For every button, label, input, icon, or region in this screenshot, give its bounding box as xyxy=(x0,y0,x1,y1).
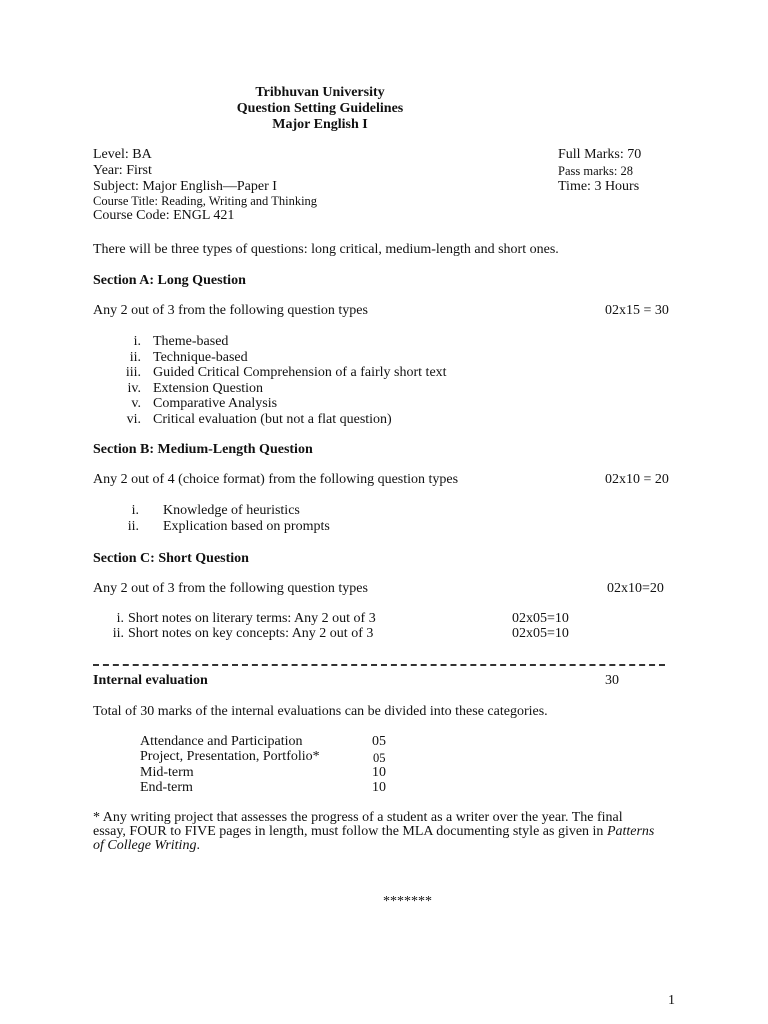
dashed-divider xyxy=(93,664,665,666)
category-marks: 10 xyxy=(372,780,386,795)
level-line: Level: BA xyxy=(93,147,152,162)
section-a-marks: 02x15 = 30 xyxy=(605,303,669,318)
list-item: iv. Extension Question xyxy=(127,381,264,396)
list-item-marks: 02x05=10 xyxy=(512,611,569,626)
list-item: i. Theme-based xyxy=(133,334,229,349)
list-item: v. Comparative Analysis xyxy=(131,396,278,411)
section-c-marks: 02x10=20 xyxy=(607,581,664,596)
category-label: End-term xyxy=(140,780,193,795)
section-b-instruction: Any 2 out of 4 (choice format) from the following question types xyxy=(93,472,459,487)
list-item: i. Short notes on literary terms: Any 2 out of 3 xyxy=(116,611,376,626)
university-title: Tribhuvan University xyxy=(255,85,385,100)
category-label: Project, Presentation, Portfolio* xyxy=(140,749,320,764)
section-a-instruction: Any 2 out of 3 from the following question types xyxy=(93,303,368,318)
internal-evaluation-title: Internal evaluation xyxy=(93,673,208,688)
page-number: 1 xyxy=(668,993,675,1008)
section-b-marks: 02x10 = 20 xyxy=(605,472,669,487)
internal-evaluation-description: Total of 30 marks of the internal evaluations can be divided into these categories. xyxy=(93,704,548,719)
end-mark: ******* xyxy=(383,894,432,909)
footnote-line-3: of College Writing. xyxy=(93,838,200,853)
list-item: iii. Guided Critical Comprehension of a fairly short text xyxy=(125,365,447,380)
list-item-marks: 02x05=10 xyxy=(512,626,569,641)
full-marks-line: Full Marks: 70 xyxy=(558,147,642,162)
category-marks: 10 xyxy=(372,765,386,780)
section-c-instruction: Any 2 out of 3 from the following question types xyxy=(93,581,368,596)
guidelines-title: Question Setting Guidelines xyxy=(236,101,404,116)
section-b-title: Section B: Medium-Length Question xyxy=(93,442,313,457)
category-label: Attendance and Participation xyxy=(140,734,303,749)
section-c-title: Section C: Short Question xyxy=(93,551,249,566)
list-item: i. Knowledge of heuristics xyxy=(131,503,300,518)
category-marks: 05 xyxy=(372,734,386,749)
year-line: Year: First xyxy=(93,163,152,178)
course-code-line: Course Code: ENGL 421 xyxy=(93,208,235,223)
list-item: ii. Explication based on prompts xyxy=(127,519,330,534)
course-name-title: Major English I xyxy=(272,117,368,132)
footnote-line-2: essay, FOUR to FIVE pages in length, must follow the MLA documenting style as given in Patterns xyxy=(93,824,655,839)
list-item: ii. Technique-based xyxy=(129,350,248,365)
course-title-line: Course Title: Reading, Writing and Thinking xyxy=(93,194,318,208)
footnote-line-1: * Any writing project that assesses the progress of a student as a writer over the year. The final xyxy=(93,810,623,825)
subject-line: Subject: Major English—Paper I xyxy=(93,179,277,194)
category-label: Mid-term xyxy=(140,765,194,780)
internal-evaluation-marks: 30 xyxy=(605,673,619,688)
section-a-title: Section A: Long Question xyxy=(93,273,246,288)
list-item: vi. Critical evaluation (but not a flat question) xyxy=(126,412,392,427)
list-item: ii. Short notes on key concepts: Any 2 out of 3 xyxy=(112,626,374,641)
intro-text: There will be three types of questions: long critical, medium-length and short ones. xyxy=(93,242,559,257)
category-marks: 05 xyxy=(373,751,386,765)
pass-marks-line: Pass marks: 28 xyxy=(558,164,633,178)
time-line: Time: 3 Hours xyxy=(558,179,640,194)
